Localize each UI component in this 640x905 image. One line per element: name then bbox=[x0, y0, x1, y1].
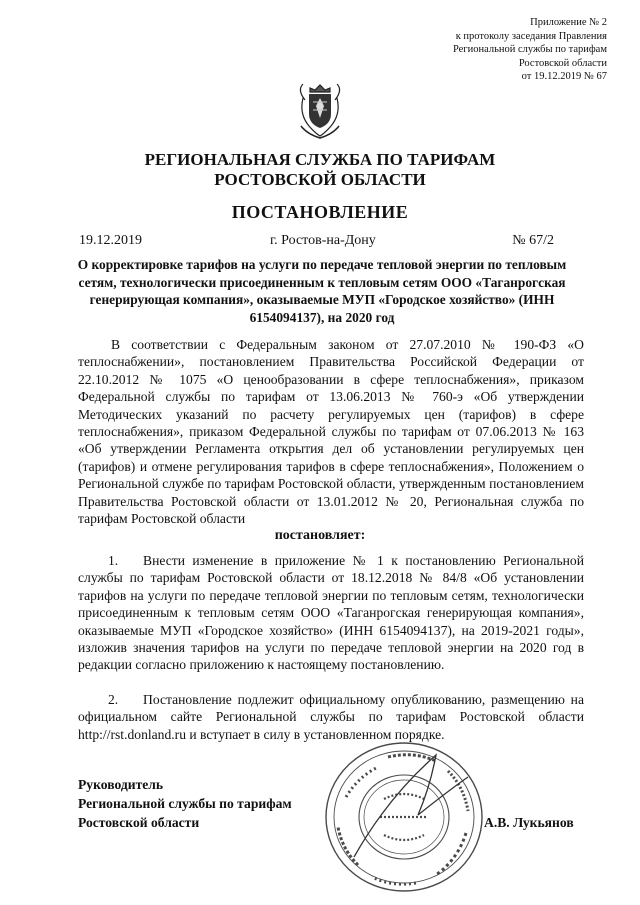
document-date: 19.12.2019 bbox=[79, 233, 142, 248]
org-name-line-2: РОСТОВСКОЙ ОБЛАСТИ bbox=[214, 170, 426, 189]
document-type: ПОСТАНОВЛЕНИЕ bbox=[231, 202, 409, 222]
annex-line: Ростовской области bbox=[518, 57, 607, 69]
annex-line: Приложение № 2 bbox=[530, 17, 607, 28]
annex-line: к протоколу заседания Правления bbox=[455, 30, 607, 42]
annex-line: Региональной службы по тарифам bbox=[452, 44, 607, 56]
document-subject: О корректировке тарифов на услуги по передаче тепловой энергии по тепловым сетям, технологически присоединенным к тепловым сетям ООО «Таганрогская генерирующая компания», оказываемые МУП «Городское хозяйство» (ИНН 6154094137), на 2020 год bbox=[77, 257, 567, 325]
signatory-name: А.В. Лукьянов bbox=[484, 815, 574, 830]
decree-item-2 bbox=[78, 691, 584, 743]
item-number: 1. bbox=[108, 553, 119, 568]
org-name-line-1: РЕГИОНАЛЬНАЯ СЛУЖБА ПО ТАРИФАМ bbox=[144, 150, 496, 169]
signatory-title-line: Региональной службы по тарифам bbox=[78, 796, 292, 811]
item-number: 2. bbox=[108, 692, 119, 707]
preamble-paragraph: В соответствии с Федеральным законом от 27.07.2010 № 190-ФЗ «О теплоснабжении», постановлением Правительства Российской Федерации от 22.10.2012 № 1075 «О ценообразовании в сфере теплоснабжения», приказом Федеральной службы по тарифам от 13.06.2013 № 760-э «Об утверждении Методических указаний по расчету регулируемых цен (тарифов) в сфере теплоснабжения», приказом Федеральной службы по тарифам от 07.06.2013 № 163 «Об утверждении Регламента открытия дел об установлении регулируемых цен (тарифов) и отмене регулирования тарифов в сфере теплоснабжения», Положением о Региональной службе по тарифам Ростовской области, утвержденным постановлением Правительства Ростовской области от 13.01.2012 № 20, Региональная служба по тарифам Ростовской области bbox=[78, 337, 584, 527]
decree-word: постановляет: bbox=[274, 528, 366, 543]
document-city: г. Ростов-на-Дону bbox=[270, 233, 376, 248]
document-number: № 67/2 bbox=[512, 233, 554, 248]
annex-line: от 19.12.2019 № 67 bbox=[521, 71, 607, 83]
official-seal-icon bbox=[318, 737, 488, 903]
signatory-title bbox=[78, 775, 292, 832]
decree-item-1 bbox=[78, 552, 584, 674]
item-text: Постановление подлежит официальному опубликованию, размещению на официальном сайте Региональной службы по тарифам Ростовской области http://rst.donland.ru и вступает в силу в установленном порядке. bbox=[78, 692, 584, 742]
signatory-title-line: Руководитель bbox=[78, 777, 164, 792]
item-text: Внести изменение в приложение № 1 к постановлению Региональной службы по тарифам Ростовской области от 18.12.2018 № 84/8 «Об установлении тарифов на услуги по передаче тепловой энергии по тепловым сетям, технологически присоединенным к тепловым сетям ООО «Таганрогская генерирующая компания», оказываемые МУП «Городское хозяйство» (ИНН 6154094137), на 2019-2021 годы», изложив значения тарифов на услуги по передаче тепловой энергии на 2020 год в редакции согласно приложению к настоящему постановлению. bbox=[78, 553, 584, 673]
coat-of-arms-icon bbox=[295, 80, 345, 140]
signatory-title-line: Ростовской области bbox=[78, 815, 200, 830]
annex-note bbox=[453, 16, 607, 84]
